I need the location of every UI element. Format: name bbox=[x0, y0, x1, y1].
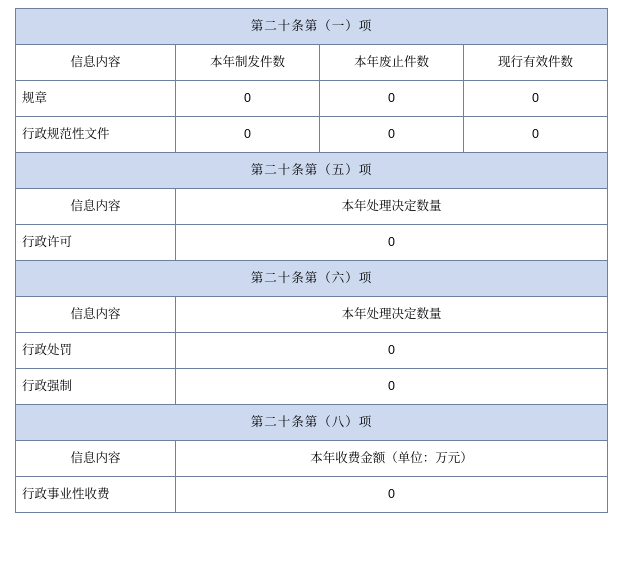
table-row bbox=[16, 81, 608, 117]
row-label-administrative-license: 行政许可 bbox=[16, 225, 176, 261]
column-header-row bbox=[16, 297, 608, 333]
cell-administrative-license-count: 0 bbox=[176, 225, 608, 261]
column-header-row bbox=[16, 441, 608, 477]
section-title-20-8: 第二十条第（八）项 bbox=[16, 405, 608, 441]
cell-regulations-issued: 0 bbox=[176, 81, 320, 117]
column-header-fee-amount: 本年收费金额（单位：万元） bbox=[176, 441, 608, 477]
table-row bbox=[16, 117, 608, 153]
column-header-info-content: 信息内容 bbox=[16, 189, 176, 225]
column-header-abolished-count: 本年废止件数 bbox=[320, 45, 464, 81]
row-label-normative-documents: 行政规范性文件 bbox=[16, 117, 176, 153]
government-disclosure-report-table bbox=[15, 8, 608, 513]
column-header-info-content: 信息内容 bbox=[16, 441, 176, 477]
cell-normative-issued: 0 bbox=[176, 117, 320, 153]
column-header-info-content: 信息内容 bbox=[16, 45, 176, 81]
table-row bbox=[16, 369, 608, 405]
table-row bbox=[16, 225, 608, 261]
section-title-20-5: 第二十条第（五）项 bbox=[16, 153, 608, 189]
row-label-administrative-penalty: 行政处罚 bbox=[16, 333, 176, 369]
cell-administrative-compulsion-count: 0 bbox=[176, 369, 608, 405]
row-label-regulations: 规章 bbox=[16, 81, 176, 117]
section-header-row bbox=[16, 261, 608, 297]
section-header-row bbox=[16, 405, 608, 441]
cell-normative-effective: 0 bbox=[464, 117, 608, 153]
table-row bbox=[16, 333, 608, 369]
row-label-administrative-fees: 行政事业性收费 bbox=[16, 477, 176, 513]
column-header-row bbox=[16, 189, 608, 225]
cell-administrative-penalty-count: 0 bbox=[176, 333, 608, 369]
section-title-20-1: 第二十条第（一）项 bbox=[16, 9, 608, 45]
row-label-administrative-compulsion: 行政强制 bbox=[16, 369, 176, 405]
column-header-decision-quantity: 本年处理决定数量 bbox=[176, 189, 608, 225]
section-title-20-6: 第二十条第（六）项 bbox=[16, 261, 608, 297]
column-header-info-content: 信息内容 bbox=[16, 297, 176, 333]
cell-regulations-effective: 0 bbox=[464, 81, 608, 117]
column-header-effective-count: 现行有效件数 bbox=[464, 45, 608, 81]
section-header-row bbox=[16, 9, 608, 45]
column-header-row bbox=[16, 45, 608, 81]
column-header-issued-count: 本年制发件数 bbox=[176, 45, 320, 81]
table-row bbox=[16, 477, 608, 513]
cell-regulations-abolished: 0 bbox=[320, 81, 464, 117]
cell-normative-abolished: 0 bbox=[320, 117, 464, 153]
report-sheet bbox=[0, 8, 622, 584]
section-header-row bbox=[16, 153, 608, 189]
column-header-decision-quantity: 本年处理决定数量 bbox=[176, 297, 608, 333]
cell-administrative-fees-amount: 0 bbox=[176, 477, 608, 513]
